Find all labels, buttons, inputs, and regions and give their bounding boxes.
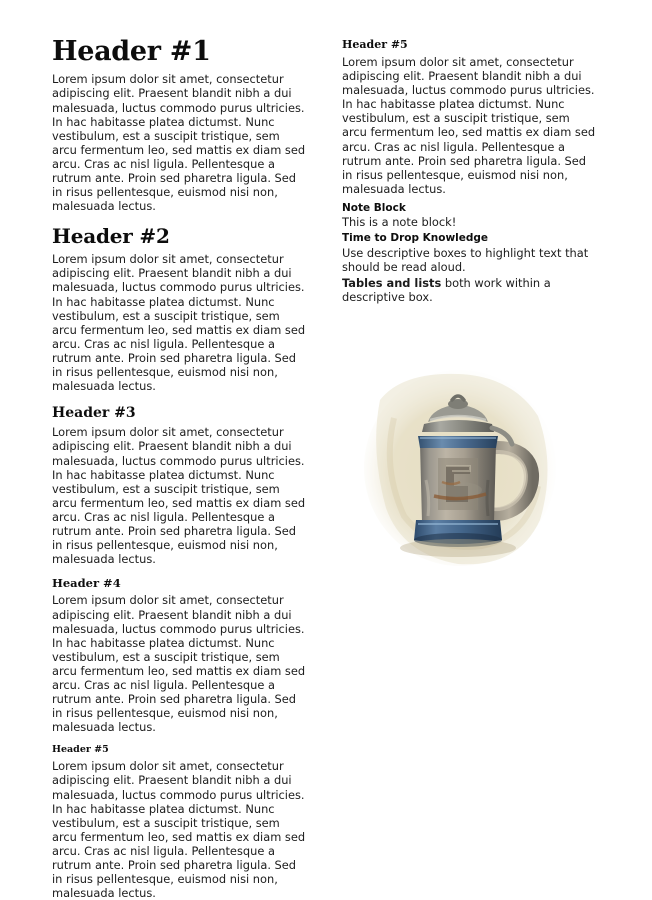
note-block-title: Note Block (342, 201, 406, 214)
paragraph-1: Lorem ipsum dolor sit amet, consectetur adipiscing elit. Praesent blandit nibh a dui malesuada, luctus commodo purus ultricies. In hac habitasse platea dictumst. Nunc vestibulum, est a suscipit tristique, sem arcu fermentum leo, sed mattis ex diam sed arcu. Cras ac nisl ligula. Pellentesque a rutrum ante. Proin sed pharetra ligula. Sed in risus pellentesque, euismod nisi non, malesuada lectus. (52, 72, 306, 214)
heading-2: Header #2 (52, 224, 170, 249)
heading-3: Header #3 (52, 405, 136, 422)
heading-5: Header #5 (52, 744, 109, 756)
descriptive-block-title: Time to Drop Knowledge (342, 232, 489, 245)
beer-stein-illustration (342, 340, 596, 600)
descriptive-block-line-2-bold: Tables and lists (342, 276, 442, 291)
paragraph-2: Lorem ipsum dolor sit amet, consectetur adipiscing elit. Praesent blandit nibh a dui malesuada, luctus commodo purus ultricies. In hac habitasse platea dictumst. Nunc vestibulum, est a suscipit tristique, sem arcu fermentum leo, sed mattis ex diam sed arcu. Cras ac nisl ligula. Pellentesque a rutrum ante. Proin sed pharetra ligula. Sed in risus pellentesque, euismod nisi non, malesuada lectus. (52, 252, 306, 394)
heading-4: Header #4 (52, 576, 121, 591)
descriptive-block-line-1: Use descriptive boxes to highlight text that should be read aloud. (342, 246, 589, 275)
heading-1: Header #1 (52, 36, 211, 67)
right-column (342, 38, 596, 814)
paragraph-3: Lorem ipsum dolor sit amet, consectetur adipiscing elit. Praesent blandit nibh a dui malesuada, luctus commodo purus ultricies. In hac habitasse platea dictumst. Nunc vestibulum, est a suscipit tristique, sem arcu fermentum leo, sed mattis ex diam sed arcu. Cras ac nisl ligula. Pellentesque a rutrum ante. Proin sed pharetra ligula. Sed in risus pellentesque, euismod nisi non, malesuada lectus. (52, 425, 306, 567)
paragraph-5: Lorem ipsum dolor sit amet, consectetur adipiscing elit. Praesent blandit nibh a dui malesuada, luctus commodo purus ultricies. In hac habitasse platea dictumst. Nunc vestibulum, est a suscipit tristique, sem arcu fermentum leo, sed mattis ex diam sed arcu. Cras ac nisl ligula. Pellentesque a rutrum ante. Proin sed pharetra ligula. Sed in risus pellentesque, euismod nisi non, malesuada lectus. (52, 759, 306, 900)
descriptive-block-line-2 (342, 276, 596, 304)
two-column-layout (52, 36, 612, 900)
beer-stein-svg (342, 340, 596, 600)
paragraph-4: Lorem ipsum dolor sit amet, consectetur adipiscing elit. Praesent blandit nibh a dui malesuada, luctus commodo purus ultricies. In hac habitasse platea dictumst. Nunc vestibulum, est a suscipit tristique, sem arcu fermentum leo, sed mattis ex diam sed arcu. Cras ac nisl ligula. Pellentesque a rutrum ante. Proin sed pharetra ligula. Sed in risus pellentesque, euismod nisi non, malesuada lectus. (52, 593, 306, 735)
right-heading-5: Header #5 (342, 38, 408, 51)
note-block-text: This is a note block! (342, 214, 457, 229)
descriptive-block-line-2-rest: both work within a descriptive box. (342, 276, 551, 305)
left-column (52, 36, 306, 900)
right-paragraph: Lorem ipsum dolor sit amet, consectetur adipiscing elit. Praesent blandit nibh a dui malesuada, luctus commodo purus ultricies. In hac habitasse platea dictumst. Nunc vestibulum, est a suscipit tristique, sem arcu fermentum leo, sed mattis ex diam sed arcu. Cras ac nisl ligula. Pellentesque a rutrum ante. Proin sed pharetra ligula. Sed in risus pellentesque, euismod nisi non, malesuada lectus. (342, 55, 596, 196)
